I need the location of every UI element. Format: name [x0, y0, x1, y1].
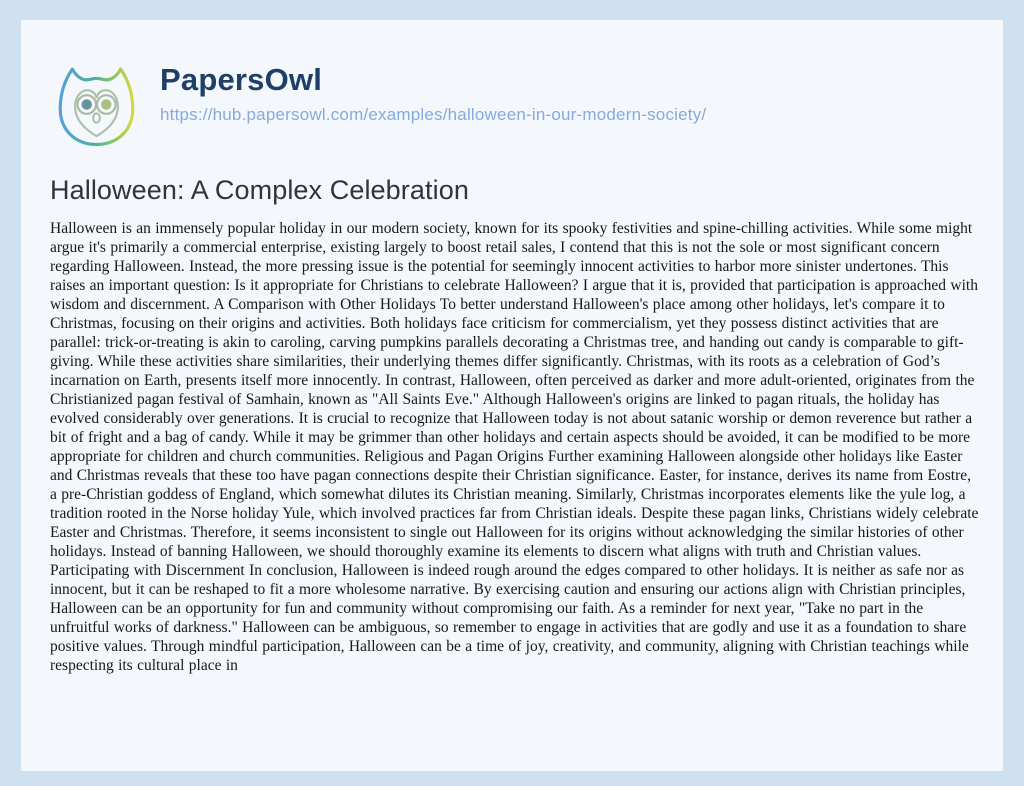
page-url-link[interactable]: https://hub.papersowl.com/examples/halloween-in-our-modern-society/: [160, 105, 707, 125]
essay-body-text: Halloween is an immensely popular holiday in our modern society, known for its spooky festivities and spine-chilling activities. While some might argue it's primarily a commercial enterprise, existing largely to boost retail sales, I contend that this is not the sole or most significant concern regarding Halloween. Instead, the more pressing issue is the potential for seemingly innocent activities to harbor more sinister undertones. This raises an important question: Is it appropriate for Christians to celebrate Halloween? I argue that it is, provided that participation is approached with wisdom and discernment. A Comparison with Other Holidays To better understand Halloween's place among other holidays, let's compare it to Christmas, focusing on their origins and activities. Both holidays face criticism for commercialism, yet they possess distinct activities that are parallel: trick-or-treating is akin to caroling, carving pumpkins parallels decorating a Christmas tree, and handing out candy is comparable to gift-giving. While these activities share similarities, their underlying themes differ significantly. Christmas, with its roots as a celebration of God’s incarnation on Earth, presents itself more innocently. In contrast, Halloween, often perceived as darker and more adult-oriented, originates from the Christianized pagan festival of Samhain, known as "All Saints Eve." Although Halloween's origins are linked to pagan rituals, the holiday has evolved considerably over generations. It is crucial to recognize that Halloween today is not about satanic worship or demon reverence but rather a bit of fright and a bag of candy. While it may be grimmer than other holidays and certain aspects should be avoided, it can be modified to be more appropriate for children and church communities. Religious and Pagan Origins Further examining Halloween alongside other holidays like Easter and Christmas reveals that these too have pagan connections despite their Christian significance. Easter, for instance, derives its name from Eostre, a pre-Christian goddess of England, which somewhat dilutes its Christian meaning. Similarly, Christmas incorporates elements like the yule log, a tradition rooted in the Norse holiday Yule, which involved practices far from Christian ideals. Despite these pagan links, Christians widely celebrate Easter and Christmas. Therefore, it seems inconsistent to single out Halloween for its origins without acknowledging the similar histories of other holidays. Instead of banning Halloween, we should thoroughly examine its elements to discern what aligns with truth and Christian values. Participating with Discernment In conclusion, Halloween is indeed rough around the edges compared to other holidays. It is neither as safe nor as innocent, but it can be reshaped to fit a more wholesome narrative. By exercising caution and ensuring our actions align with Christian principles, Halloween can be an opportunity for fun and community without compromising our faith. As a reminder for next year, "Take no part in the unfruitful works of darkness." Halloween can be ambiguous, so remember to engage in activities that are godly and use it as a foundation to share positive values. Through mindful participation, Halloween can be a time of joy, creativity, and community, aligning with Christian teachings while respecting its cultural place in: [50, 220, 979, 674]
header-text-block: [160, 58, 706, 125]
document-card: [21, 20, 1003, 771]
owl-logo[interactable]: [50, 58, 143, 151]
brand-name[interactable]: PapersOwl: [160, 62, 323, 97]
site-header: [50, 58, 977, 151]
essay-title: Halloween: A Complex Celebration: [50, 175, 469, 205]
owl-logo-icon: [50, 58, 143, 151]
